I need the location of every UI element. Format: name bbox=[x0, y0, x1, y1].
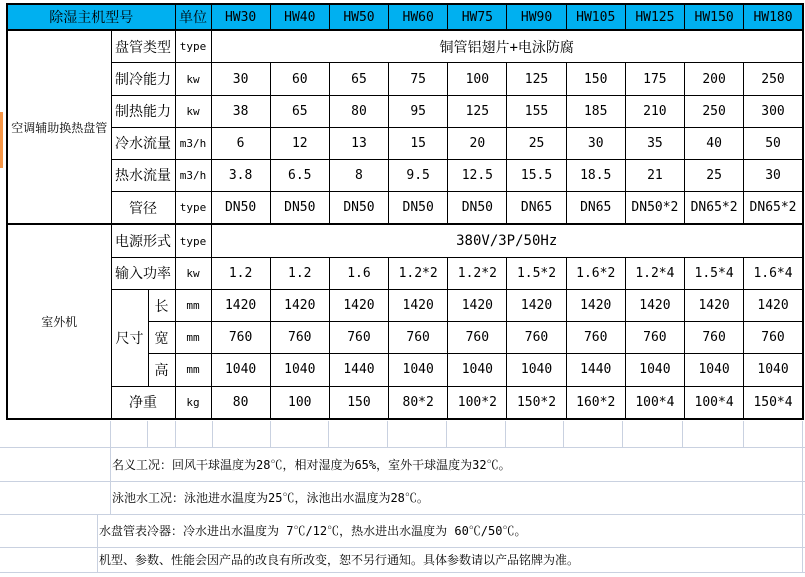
row-label: 制冷能力 bbox=[111, 63, 175, 95]
value-cell: DN65 bbox=[507, 192, 566, 225]
unit-cell: type bbox=[175, 192, 211, 225]
gridline-vertical bbox=[110, 421, 111, 447]
gridline-vertical bbox=[97, 514, 98, 572]
value-cell: 80 bbox=[211, 386, 270, 419]
value-cell: 1420 bbox=[625, 290, 684, 322]
value-cell: 1040 bbox=[448, 354, 507, 386]
gridline-vertical bbox=[505, 421, 506, 447]
gridline-vertical bbox=[446, 421, 447, 447]
gridline-vertical bbox=[270, 421, 271, 447]
value-cell: 100*2 bbox=[448, 386, 507, 419]
value-cell: 760 bbox=[329, 322, 388, 354]
gridline-vertical bbox=[110, 447, 111, 514]
row-label: 净重 bbox=[111, 386, 175, 419]
note-text: 水盘管表冷器：冷水进出水温度为 7℃/12℃，热水进出水温度为 60℃/50℃。 bbox=[99, 524, 527, 538]
note-text: 泳池水工况：泳池进水温度为25℃，泳池出水温度为28℃。 bbox=[112, 491, 429, 505]
value-cell: 60 bbox=[270, 63, 329, 95]
unit-cell: mm bbox=[175, 354, 211, 386]
value-cell: 250 bbox=[744, 63, 803, 95]
value-cell: DN50 bbox=[389, 192, 448, 225]
note-pool-water-condition bbox=[0, 481, 805, 514]
unit-cell: kw bbox=[175, 63, 211, 95]
value-cell: 1040 bbox=[625, 354, 684, 386]
value-cell: 8 bbox=[329, 159, 388, 191]
value-cell: 1.2*2 bbox=[389, 257, 448, 289]
dimension-group-label: 尺寸 bbox=[111, 290, 148, 386]
section-label: 室外机 bbox=[7, 224, 111, 419]
value-cell: 50 bbox=[744, 127, 803, 159]
unit-cell: kw bbox=[175, 95, 211, 127]
value-cell: 150 bbox=[566, 63, 625, 95]
gridline-vertical bbox=[175, 421, 176, 447]
value-cell: 760 bbox=[566, 322, 625, 354]
value-cell: DN65 bbox=[566, 192, 625, 225]
value-cell: 1040 bbox=[211, 354, 270, 386]
value-cell: 80*2 bbox=[389, 386, 448, 419]
merged-value-cell: 380V/3P/50Hz bbox=[211, 224, 803, 257]
unit-cell: mm bbox=[175, 322, 211, 354]
value-cell: 6 bbox=[211, 127, 270, 159]
gridline-vertical bbox=[147, 421, 148, 447]
value-cell: 760 bbox=[211, 322, 270, 354]
value-cell: 1420 bbox=[744, 290, 803, 322]
value-cell: 1.2 bbox=[211, 257, 270, 289]
note-text: 名义工况：回风干球温度为28℃，相对湿度为65%，室外干球温度为32℃。 bbox=[112, 457, 511, 472]
value-cell: 21 bbox=[625, 159, 684, 191]
row-label: 热水流量 bbox=[111, 159, 175, 191]
value-cell: 160*2 bbox=[566, 386, 625, 419]
value-cell: 185 bbox=[566, 95, 625, 127]
unit-cell: m3/h bbox=[175, 159, 211, 191]
value-cell: 1.6*2 bbox=[566, 257, 625, 289]
unit-cell: mm bbox=[175, 290, 211, 322]
value-cell: 100*4 bbox=[685, 386, 744, 419]
unit-cell: type bbox=[175, 224, 211, 257]
row-label: 管径 bbox=[111, 192, 175, 225]
gridline-vertical bbox=[328, 421, 329, 447]
gridline-vertical bbox=[387, 421, 388, 447]
model-header: HW125 bbox=[625, 4, 684, 30]
row-label: 高 bbox=[148, 354, 175, 386]
value-cell: 75 bbox=[389, 63, 448, 95]
model-header: HW30 bbox=[211, 4, 270, 30]
unit-cell: m3/h bbox=[175, 127, 211, 159]
value-cell: 150*4 bbox=[744, 386, 803, 419]
model-header: HW180 bbox=[744, 4, 803, 30]
value-cell: 1420 bbox=[389, 290, 448, 322]
value-cell: 1040 bbox=[270, 354, 329, 386]
value-cell: 1.6 bbox=[329, 257, 388, 289]
value-cell: 100 bbox=[448, 63, 507, 95]
unit-cell: kg bbox=[175, 386, 211, 419]
value-cell: 1040 bbox=[507, 354, 566, 386]
row-label: 输入功率 bbox=[111, 257, 175, 289]
value-cell: 1.5*2 bbox=[507, 257, 566, 289]
value-cell: 9.5 bbox=[389, 159, 448, 191]
value-cell: 65 bbox=[270, 95, 329, 127]
note-nominal-condition bbox=[0, 447, 805, 481]
orange-accent-strip bbox=[0, 112, 3, 168]
row-label: 冷水流量 bbox=[111, 127, 175, 159]
table-title: 除湿主机型号 bbox=[7, 4, 175, 30]
value-cell: 760 bbox=[685, 322, 744, 354]
value-cell: 1420 bbox=[685, 290, 744, 322]
value-cell: 175 bbox=[625, 63, 684, 95]
row-label: 制热能力 bbox=[111, 95, 175, 127]
gridline-horizontal bbox=[0, 547, 805, 548]
value-cell: 1420 bbox=[448, 290, 507, 322]
gridline-horizontal bbox=[0, 447, 805, 448]
gridline-vertical bbox=[212, 421, 213, 447]
value-cell: 25 bbox=[507, 127, 566, 159]
value-cell: 1.5*4 bbox=[685, 257, 744, 289]
value-cell: 25 bbox=[685, 159, 744, 191]
value-cell: 155 bbox=[507, 95, 566, 127]
model-header: HW50 bbox=[329, 4, 388, 30]
unit-cell: type bbox=[175, 30, 211, 63]
value-cell: 200 bbox=[685, 63, 744, 95]
gridline-horizontal bbox=[0, 514, 805, 515]
value-cell: 12.5 bbox=[448, 159, 507, 191]
value-cell: DN50 bbox=[448, 192, 507, 225]
value-cell: 65 bbox=[329, 63, 388, 95]
value-cell: 125 bbox=[448, 95, 507, 127]
value-cell: 1040 bbox=[389, 354, 448, 386]
value-cell: 150 bbox=[329, 386, 388, 419]
value-cell: 1440 bbox=[566, 354, 625, 386]
merged-value-cell: 铜管铝翅片+电泳防腐 bbox=[211, 30, 803, 63]
spec-table bbox=[6, 3, 804, 420]
gridline-horizontal bbox=[0, 481, 805, 482]
value-cell: 1440 bbox=[329, 354, 388, 386]
value-cell: 1.2 bbox=[270, 257, 329, 289]
unit-column-header: 单位 bbox=[175, 4, 211, 30]
value-cell: 1420 bbox=[566, 290, 625, 322]
value-cell: 18.5 bbox=[566, 159, 625, 191]
unit-cell: kw bbox=[175, 257, 211, 289]
model-header: HW150 bbox=[685, 4, 744, 30]
model-header: HW60 bbox=[389, 4, 448, 30]
value-cell: 40 bbox=[685, 127, 744, 159]
value-cell: 760 bbox=[744, 322, 803, 354]
value-cell: 80 bbox=[329, 95, 388, 127]
value-cell: 150*2 bbox=[507, 386, 566, 419]
value-cell: 1420 bbox=[211, 290, 270, 322]
note-disclaimer bbox=[0, 547, 805, 572]
spec-table-header bbox=[7, 4, 803, 30]
value-cell: DN50*2 bbox=[625, 192, 684, 225]
value-cell: 760 bbox=[389, 322, 448, 354]
gridline-vertical bbox=[563, 421, 564, 447]
value-cell: 20 bbox=[448, 127, 507, 159]
value-cell: 30 bbox=[744, 159, 803, 191]
spec-table-body bbox=[7, 30, 803, 419]
gridline-vertical bbox=[682, 421, 683, 447]
value-cell: 1.2*4 bbox=[625, 257, 684, 289]
gridline-vertical bbox=[802, 447, 803, 572]
value-cell: DN50 bbox=[329, 192, 388, 225]
value-cell: 300 bbox=[744, 95, 803, 127]
value-cell: 35 bbox=[625, 127, 684, 159]
value-cell: 95 bbox=[389, 95, 448, 127]
value-cell: DN50 bbox=[211, 192, 270, 225]
model-header: HW105 bbox=[566, 4, 625, 30]
value-cell: 38 bbox=[211, 95, 270, 127]
value-cell: 100 bbox=[270, 386, 329, 419]
value-cell: DN65*2 bbox=[744, 192, 803, 225]
value-cell: 1040 bbox=[685, 354, 744, 386]
value-cell: 1040 bbox=[744, 354, 803, 386]
value-cell: 1.6*4 bbox=[744, 257, 803, 289]
row-label: 盘管类型 bbox=[111, 30, 175, 63]
note-text: 机型、参数、性能会因产品的改良有所改变，恕不另行通知。具体参数请以产品铭牌为准。 bbox=[99, 553, 580, 567]
value-cell: 12 bbox=[270, 127, 329, 159]
value-cell: 3.8 bbox=[211, 159, 270, 191]
row-label: 宽 bbox=[148, 322, 175, 354]
value-cell: 30 bbox=[211, 63, 270, 95]
value-cell: 250 bbox=[685, 95, 744, 127]
row-label: 电源形式 bbox=[111, 224, 175, 257]
value-cell: 1.2*2 bbox=[448, 257, 507, 289]
value-cell: 30 bbox=[566, 127, 625, 159]
value-cell: DN50 bbox=[270, 192, 329, 225]
gridline-vertical bbox=[622, 421, 623, 447]
gridline-vertical bbox=[802, 421, 803, 447]
value-cell: 6.5 bbox=[270, 159, 329, 191]
model-header: HW90 bbox=[507, 4, 566, 30]
gridline-vertical bbox=[743, 421, 744, 447]
value-cell: 13 bbox=[329, 127, 388, 159]
section-label: 空调辅助换热盘管 bbox=[7, 30, 111, 224]
value-cell: 760 bbox=[270, 322, 329, 354]
value-cell: 125 bbox=[507, 63, 566, 95]
row-label: 长 bbox=[148, 290, 175, 322]
gridline-horizontal bbox=[0, 572, 805, 573]
value-cell: 760 bbox=[448, 322, 507, 354]
value-cell: DN65*2 bbox=[685, 192, 744, 225]
model-header: HW40 bbox=[270, 4, 329, 30]
value-cell: 760 bbox=[625, 322, 684, 354]
value-cell: 1420 bbox=[507, 290, 566, 322]
value-cell: 1420 bbox=[270, 290, 329, 322]
note-water-coil-condition bbox=[0, 514, 805, 547]
value-cell: 15 bbox=[389, 127, 448, 159]
value-cell: 760 bbox=[507, 322, 566, 354]
value-cell: 15.5 bbox=[507, 159, 566, 191]
model-header: HW75 bbox=[448, 4, 507, 30]
value-cell: 210 bbox=[625, 95, 684, 127]
value-cell: 1420 bbox=[329, 290, 388, 322]
value-cell: 100*4 bbox=[625, 386, 684, 419]
